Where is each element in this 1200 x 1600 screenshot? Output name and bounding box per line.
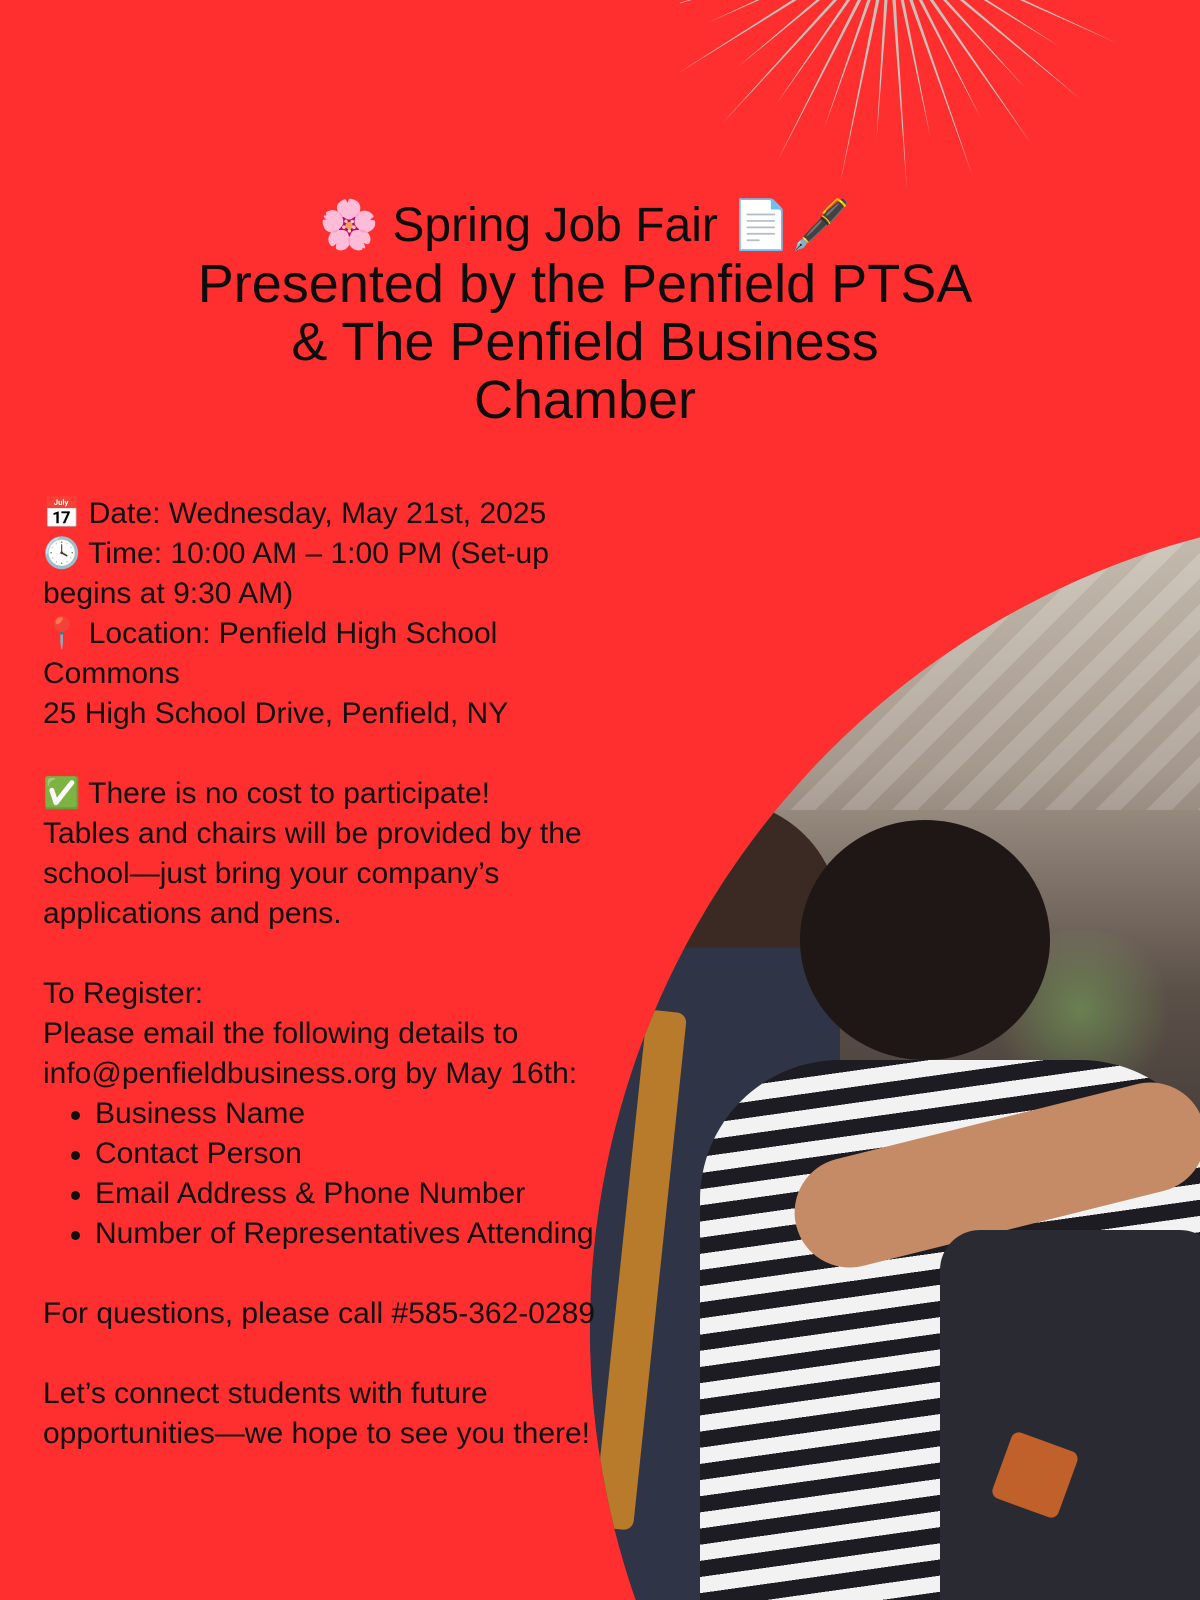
title-line-3: & The Penfield Business <box>291 312 879 372</box>
registration-details-list <box>43 1094 743 1254</box>
starburst-ray <box>891 0 907 189</box>
register-text-2: info@penfieldbusiness.org by May 16th: <box>43 1057 578 1090</box>
photo-student-right-head <box>800 820 1050 1060</box>
starburst-ray <box>877 0 890 140</box>
time-line <box>43 534 743 574</box>
title-line-1 <box>0 196 1170 255</box>
date-text: Date: Wednesday, May 21st, 2025 <box>88 497 547 530</box>
cost-line <box>43 774 743 814</box>
starburst-ray <box>920 0 1082 100</box>
starburst-ray <box>680 0 857 73</box>
questions-text: For questions, please call #585-362-0289 <box>43 1297 596 1330</box>
cherry-blossom-icon: 🌸 <box>319 197 380 253</box>
location-text-continued: Commons <box>43 657 180 690</box>
cost-text-4: applications and pens. <box>43 897 342 930</box>
time-text-continued: begins at 9:30 AM) <box>43 577 294 610</box>
photo-backpack <box>940 1230 1200 1600</box>
starburst-ray <box>911 0 1032 146</box>
cost-text: There is no cost to participate! <box>88 777 491 810</box>
location-text: Location: Penfield High School <box>88 617 498 650</box>
event-name: Spring Job Fair <box>392 199 718 252</box>
calendar-icon: 📅 <box>43 496 81 531</box>
starburst-ray <box>721 0 864 125</box>
checkmark-icon: ✅ <box>43 776 81 811</box>
starburst-ray <box>926 0 1118 43</box>
address-text: 25 High School Drive, Penfield, NY <box>43 697 509 730</box>
list-item: Number of Representatives Attending <box>95 1214 743 1254</box>
event-details <box>43 494 743 1454</box>
starburst-ray <box>824 0 879 129</box>
cost-text-3: school—just bring your company’s <box>43 857 500 890</box>
time-text: Time: 10:00 AM – 1:00 PM (Set-up <box>88 537 549 570</box>
pin-icon: 📍 <box>43 616 81 651</box>
document-pen-icon: 📄🖋️ <box>731 197 851 253</box>
title-line-4: Chamber <box>473 370 697 430</box>
location-line <box>43 614 743 654</box>
list-item: Business Name <box>95 1094 743 1134</box>
starburst-ray <box>916 0 1025 88</box>
date-line <box>43 494 743 534</box>
flyer-title <box>0 196 1170 429</box>
cost-text-2: Tables and chairs will be provided by the <box>43 817 582 850</box>
starburst-ray <box>901 0 972 176</box>
clock-icon: 🕓 <box>43 536 81 571</box>
closing-text-2: opportunities—we hope to see you there! <box>43 1417 591 1450</box>
title-line-2: Presented by the Penfield PTSA <box>197 254 973 314</box>
list-item: Email Address & Phone Number <box>95 1174 743 1214</box>
starburst-decoration <box>680 0 1120 210</box>
closing-text-1: Let’s connect students with future <box>43 1377 488 1410</box>
register-text-1: Please email the following details to <box>43 1017 519 1050</box>
register-heading: To Register: <box>43 977 204 1010</box>
list-item: Contact Person <box>95 1134 743 1174</box>
starburst-ray <box>777 0 874 163</box>
